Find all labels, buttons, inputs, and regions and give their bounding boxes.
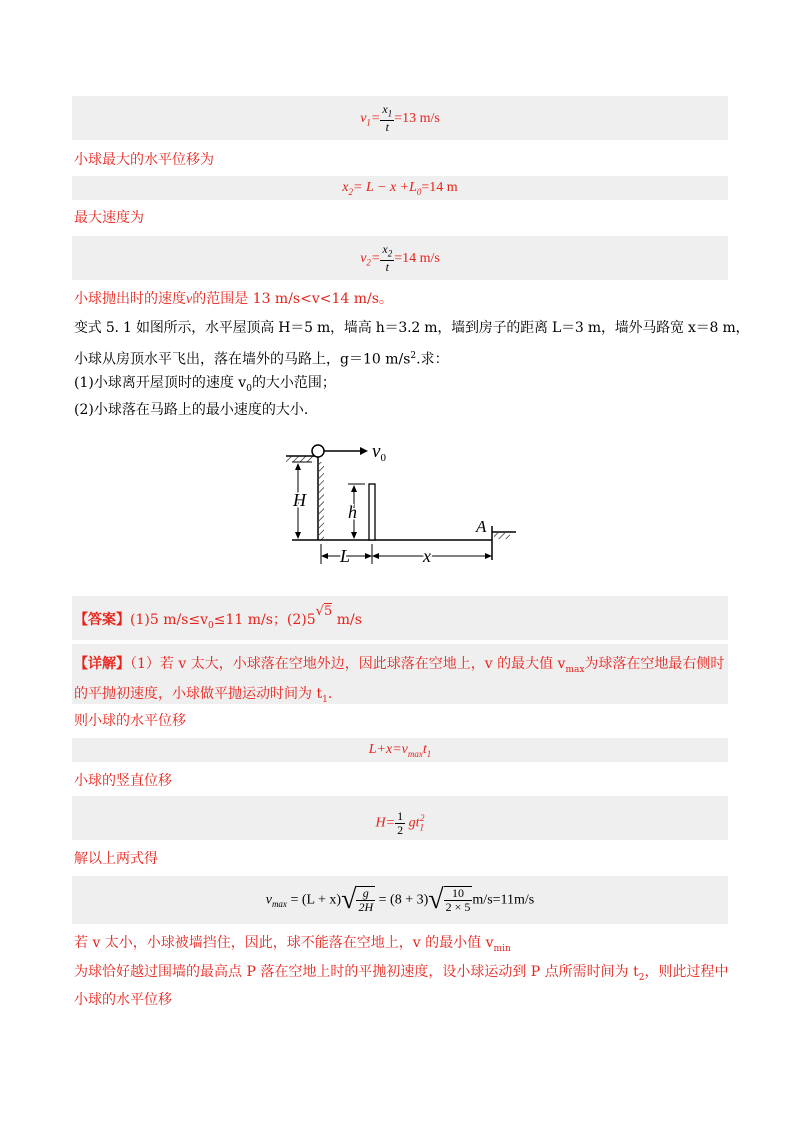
problem-line-1: 变式 5. 1 如图所示，水平屋顶高 H＝5 m，墙高 h＝3.2 m，墙到房子的距离 L＝3 m，墙外马路宽 x＝8 m， [74,320,750,336]
equation-h [72,803,728,842]
H-arrow-up [295,463,301,470]
text-part: 的大小范围； [251,375,336,391]
text-sup: 2 [410,351,417,361]
x-arrow-right [485,553,492,559]
equation-v1 [72,103,728,138]
label-h: h [348,502,357,522]
fraction [380,103,394,134]
L-arrow-right [365,553,372,559]
sqrt-sign-icon: √ [428,884,444,915]
label-A: A [476,517,487,536]
eq-sub: 1 [419,822,424,833]
house-wall-hatch [319,462,324,540]
problem-line-2 [74,346,449,370]
text-sub: 0 [246,383,252,394]
eq-sub: 1 [426,748,432,759]
frac-den: t [385,120,389,135]
sqrt-radicand: 5 [323,604,333,619]
eq-rhs: =13 m/s [394,110,440,126]
fraction [444,886,473,914]
frac-den: 2H [358,900,374,914]
sqrt-5 [316,604,333,619]
answer-part: m/s [332,612,362,628]
eq-rhs: =14 m/s [394,250,440,266]
question-2: (2)小球落在马路上的最小速度的大小. [74,402,309,418]
x-arrow-left [372,553,379,559]
text-sub: 2 [638,972,645,983]
answer-part: ≤11 m/s；(2)5 [213,612,316,628]
eq-body: t [422,742,427,757]
eq-sub: 0 [416,186,422,197]
frac-num: 10 [444,887,473,901]
detail-part: 的平抛初速度，小球做平抛运动时间为 t [74,686,323,702]
eq-body: = L − x +L [353,180,417,195]
eq-body: = (8 + 3) [375,892,429,908]
text-horizontal-displacement: 则小球的水平位移 [74,713,186,729]
frac-den: t [385,260,389,275]
detail-part: 为球落在空地最右侧时 [584,656,725,672]
text-part: 的范围是 13 m/s<v<14 m/s。 [192,291,393,307]
text-part: 为球恰好越过围墙的最高点 P 落在空地上时的平抛初速度，设小球运动到 P 点所需时间为 t [74,964,639,980]
text-last-line-2: 小球的水平位移 [74,992,172,1008]
fraction [395,810,405,837]
answer-tag: 【答案】 [74,612,130,628]
sqrt-10-10 [428,881,472,919]
frac-den: 2 × 5 [445,900,471,914]
fraction [380,243,394,274]
label-x: x [423,546,431,566]
eq-sign: = [370,250,381,266]
detail-line-2 [74,684,332,710]
frac-num: x [382,242,388,256]
eq-sub: max [271,899,287,910]
eq-body: L+x=v [368,742,408,757]
h-arrow-up [351,485,357,492]
eq-sub: 2 [348,186,354,197]
sqrt-sign-icon: √ [315,604,324,619]
frac-num: x [382,102,388,116]
eq-body: gt [405,815,420,831]
question-1 [74,373,336,399]
detail-sub: 1 [322,694,328,705]
eq-rhs: =14 m [421,180,458,195]
answer-line [74,604,362,636]
eq-symbol: x [342,180,349,195]
A-hatch [494,533,510,539]
eq-sign: = [370,110,381,126]
text-max-displacement: 小球最大的水平位移为 [74,152,214,168]
text-part: 小球抛出时的速度 [74,291,186,307]
label-H: H [293,490,306,510]
label-v0: $v_0$ [372,441,386,464]
eq-sub: 2 [366,257,371,268]
text-var: v [186,292,193,307]
h-arrow-down [351,532,357,539]
text-part: .求： [416,351,449,368]
detail-tag: 【详解】 [74,656,130,672]
frac-num-sub: 1 [387,108,393,119]
eq-symbol: v [360,250,367,266]
text-v-too-small [74,933,511,959]
text-max-speed: 最大速度为 [74,210,144,226]
detail-sub: max [565,664,585,675]
text-solve: 解以上两式得 [74,851,158,867]
fraction [356,886,375,914]
detail-part: . [327,686,333,702]
eq-rhs: m/s=11m/s [472,892,535,908]
text-sub: min [493,943,511,954]
frac-den: 2 [397,822,404,837]
roof-hatch [286,456,314,462]
text-part: 小球从房顶水平飞出，落在墙外的马路上，g＝10 m/s [74,351,411,368]
text-vertical-displacement: 小球的竖直位移 [74,773,172,789]
frac-num-sub: 2 [387,248,393,259]
equation-v2 [72,243,728,278]
label-L: L [340,546,351,566]
text-part: 若 v 太小，小球被墙挡住，因此，球不能落在空地上，v 的最小值 v [74,935,494,951]
answer-part: (1)5 m/s≤v [130,612,209,628]
sqrt-sign-icon: √ [341,884,357,915]
eq-sub: 1 [366,117,371,128]
text-last-line-1 [74,962,728,988]
eq-symbol: v [265,892,272,908]
L-arrow-left [321,553,328,559]
detail-line-1 [74,654,724,680]
equation-x2 [72,178,728,202]
velocity-arrowhead [360,447,368,455]
eq-body: = (L + x) [286,892,342,908]
eq-sub: max [407,748,423,759]
frac-num: 1 [397,808,404,823]
text-part: (1)小球离开屋顶时的速度 v [74,375,247,391]
frac-num: g [356,887,375,901]
text-part: ，则此过程中 [644,964,729,980]
projectile-diagram [280,432,520,582]
detail-part: （1）若 v 太大，小球落在空地外边，因此球落在空地上，v 的最大值 v [130,656,566,672]
equation-lx [72,740,728,764]
wall [369,484,375,540]
eq-body: H= [375,815,396,831]
sqrt-g-2H [341,881,375,919]
H-arrow-down [295,532,301,539]
equation-vmax [72,881,728,923]
text-speed-range [74,289,393,310]
answer-sub: 0 [208,620,214,631]
eq-sup: 2 [419,813,425,823]
ball [312,445,324,457]
eq-symbol: v [360,110,367,126]
